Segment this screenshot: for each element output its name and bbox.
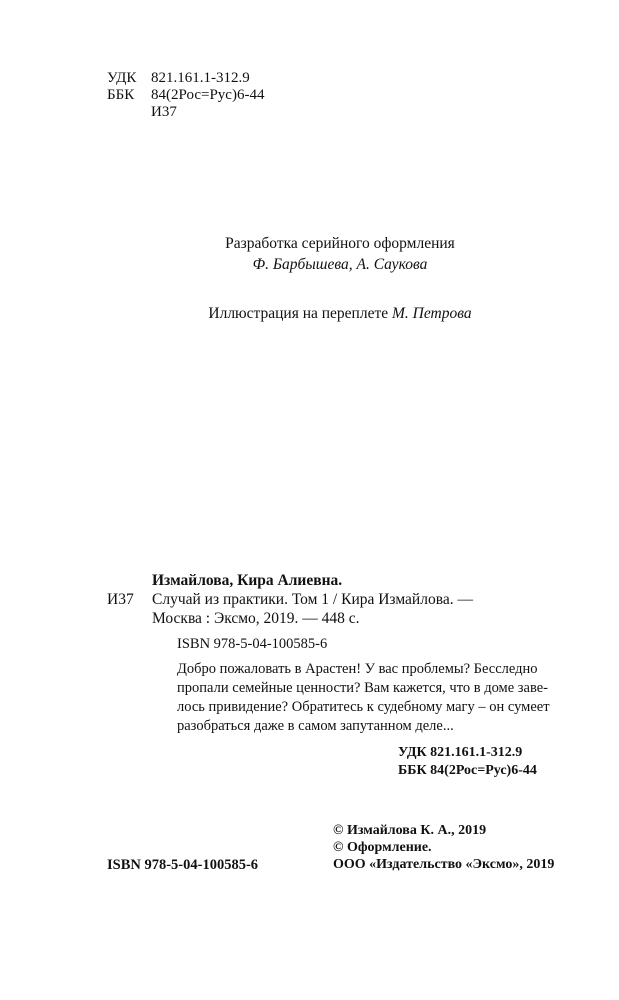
- cover-illustration-text: Иллюстрация на переплете: [208, 305, 389, 322]
- catalog-title-line2: Москва : Эксмо, 2019. — 448 с.: [152, 610, 360, 627]
- annotation-line: Добро пожаловать в Арастен! У вас проблемы? Бесследно: [177, 661, 538, 677]
- annotation: [177, 660, 569, 736]
- cover-illustration-credit: [110, 303, 570, 324]
- copyright-design: © Оформление.: [333, 840, 432, 855]
- catalog-classification: [398, 744, 537, 780]
- copyright-block: [333, 822, 554, 873]
- series-design-line1: Разработка серийного оформления: [225, 235, 455, 252]
- bbk-label: ББК: [107, 87, 135, 103]
- series-design-credit: [110, 233, 570, 275]
- top-codes: [107, 70, 264, 121]
- bbk-value: 84(2Рос=Рус)6-44: [151, 87, 265, 103]
- bbk-line: [107, 87, 264, 104]
- catalog-bbk: ББК 84(2Рос=Рус)6-44: [398, 763, 537, 778]
- catalog-title-line1: Случай из практики. Том 1 / Кира Измайлова. —: [152, 591, 473, 608]
- udk-line: [107, 70, 264, 87]
- footer-isbn: ISBN 978-5-04-100585-6: [107, 857, 259, 873]
- copyright-author: © Измайлова К. А., 2019: [333, 823, 487, 838]
- catalog-card: [152, 571, 572, 628]
- annotation-line: разобраться даже в самом запутанном деле...: [177, 718, 454, 734]
- udk-value: 821.161.1-312.9: [151, 70, 250, 86]
- catalog-isbn: ISBN 978-5-04-100585-6: [177, 636, 328, 652]
- annotation-line: пропали семейные ценности? Вам кажется, что в доме заве-: [177, 680, 548, 696]
- author-mark-line: [107, 104, 264, 121]
- series-design-designers: Ф. Барбышева, А. Саукова: [252, 256, 428, 273]
- annotation-line: лось привидение? Обратитесь к судебному магу – он сумеет: [177, 699, 550, 715]
- catalog-udk: УДК 821.161.1-312.9: [398, 745, 523, 760]
- udk-label: УДК: [107, 70, 137, 86]
- catalog-author-mark: И37: [107, 591, 134, 608]
- catalog-heading: Измайлова, Кира Алиевна.: [152, 572, 343, 589]
- copyright-publisher: ООО «Издательство «Эксмо», 2019: [333, 857, 555, 872]
- cover-illustration-artist: М. Петрова: [392, 305, 472, 322]
- author-mark: И37: [151, 104, 177, 120]
